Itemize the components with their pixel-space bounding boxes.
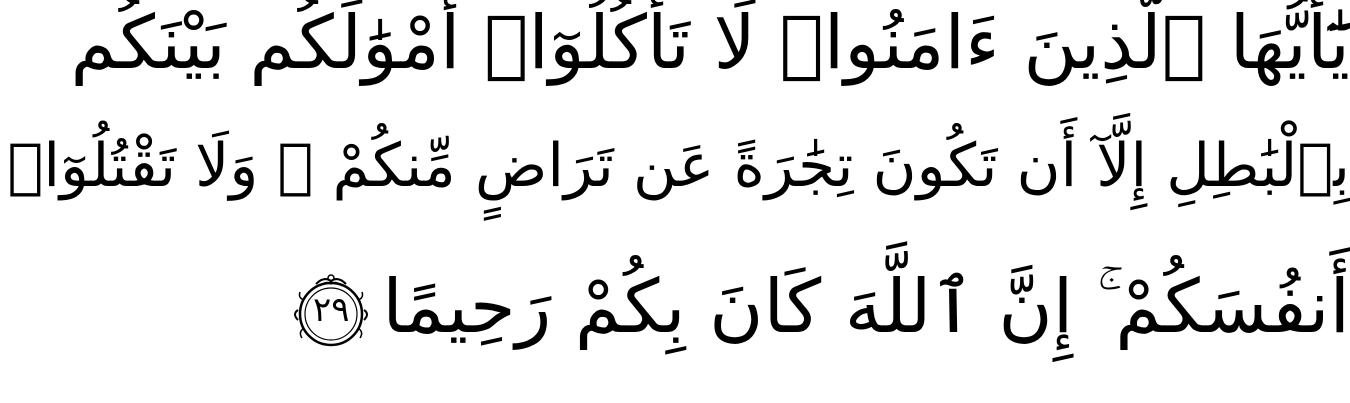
verse-line-3 (280, 264, 1350, 352)
verse-line-2: بِٱلْبَٰطِلِ إِلَّآ أَن تَكُونَ تِجَٰرَةً عَن تَرَاضٍ مِّنكُمْ ۚ وَلَا تَقْتُلُوٓا۟ (7, 131, 1350, 201)
ayah-end-marker (290, 270, 372, 352)
verse-line-1: يَٰٓأَيُّهَا ٱلَّذِينَ ءَامَنُوا۟ لَا تَأْكُلُوٓا۟ أَمْوَٰلَكُم بَيْنَكُم (70, 0, 1350, 86)
verse-line-3-text: أَنفُسَكُمْ ۚ إِنَّ ٱللَّهَ كَانَ بِكُمْ رَحِيمًا (382, 264, 1350, 350)
verse-number: ٢٩ (312, 290, 350, 331)
